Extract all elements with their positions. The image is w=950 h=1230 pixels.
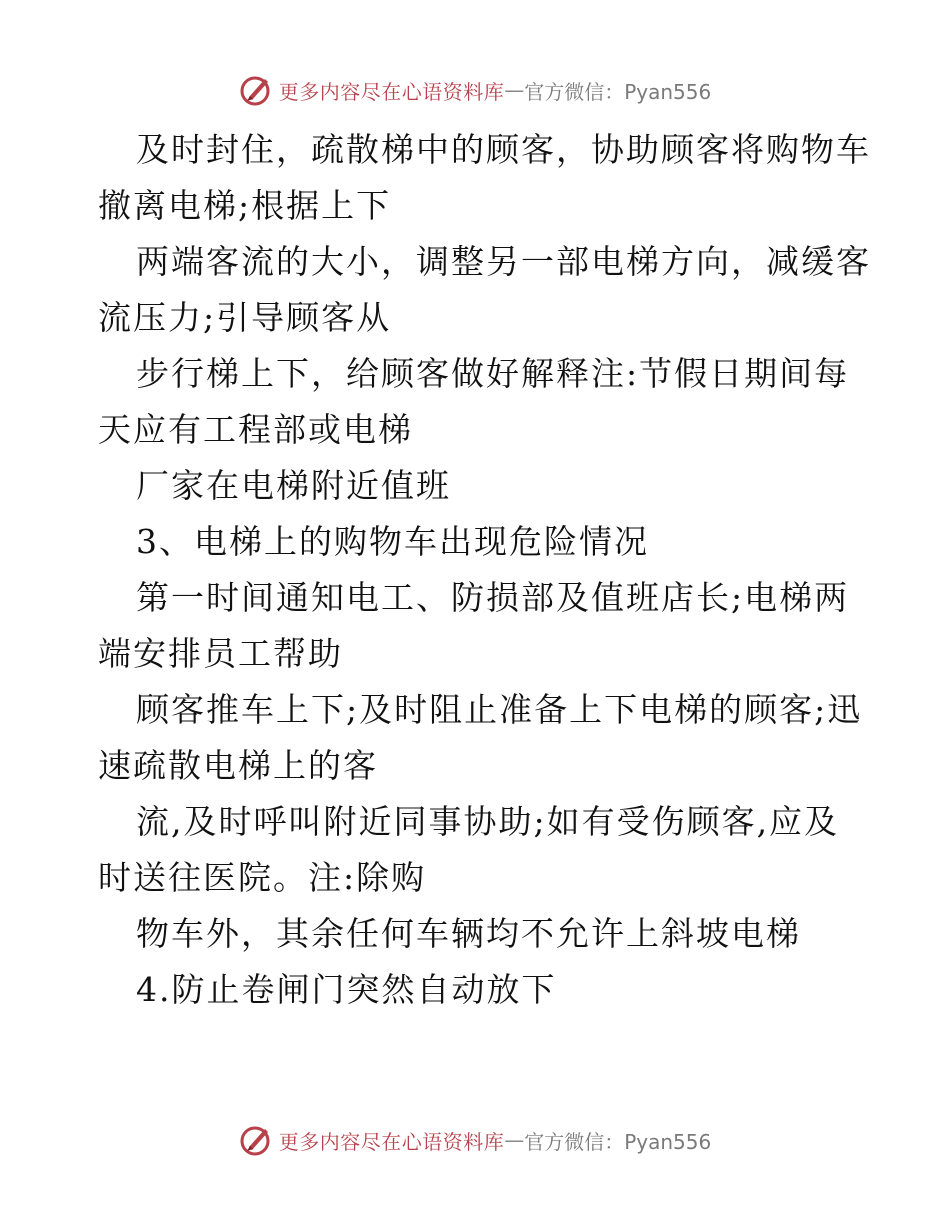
watermark-site-text: 更多内容尽在心语资料库	[278, 1129, 505, 1154]
text-line: 顾客推车上下;及时阻止准备上下电梯的顾客;迅	[136, 690, 863, 729]
text-line: 流,及时呼叫附近同事协助;如有受伤顾客,应及	[136, 802, 840, 841]
watermark-separator: —	[504, 1128, 525, 1152]
text-line: 端安排员工帮助	[98, 634, 343, 673]
text-line: 4.防止卷闸门突然自动放下	[136, 970, 557, 1009]
text-line: 天应有工程部或电梯	[98, 410, 413, 449]
footer-watermark	[0, 1120, 950, 1160]
text-line: 物车外，其余任何车辆均不允许上斜坡电梯	[136, 914, 801, 953]
document-body	[98, 122, 871, 1018]
text-line: 流压力;引导顾客从	[98, 298, 392, 337]
text-line: 撤离电梯;根据上下	[98, 186, 392, 225]
text-line: 3、电梯上的购物车出现危险情况	[136, 522, 649, 561]
watermark-contact-text: 官方微信：Pyan556	[524, 1129, 712, 1154]
watermark-site-text: 更多内容尽在心语资料库	[278, 79, 505, 104]
watermark-contact-text: 官方微信：Pyan556	[524, 79, 712, 104]
text-line: 步行梯上下，给顾客做好解释注:节假日期间每	[136, 354, 850, 393]
text-line: 及时封住，疏散梯中的顾客，协助顾客将购物车	[136, 130, 871, 169]
text-line: 时送往医院。注:除购	[98, 858, 427, 897]
header-watermark	[0, 70, 950, 110]
text-line: 两端客流的大小，调整另一部电梯方向，减缓客	[136, 242, 871, 281]
text-line: 速疏散电梯上的客	[98, 746, 378, 785]
watermark-separator: —	[504, 78, 525, 102]
quill-seal-icon	[239, 1123, 273, 1157]
quill-seal-icon	[239, 73, 273, 107]
text-line: 厂家在电梯附近值班	[136, 466, 451, 505]
text-line: 第一时间通知电工、防损部及值班店长;电梯两	[136, 578, 850, 617]
